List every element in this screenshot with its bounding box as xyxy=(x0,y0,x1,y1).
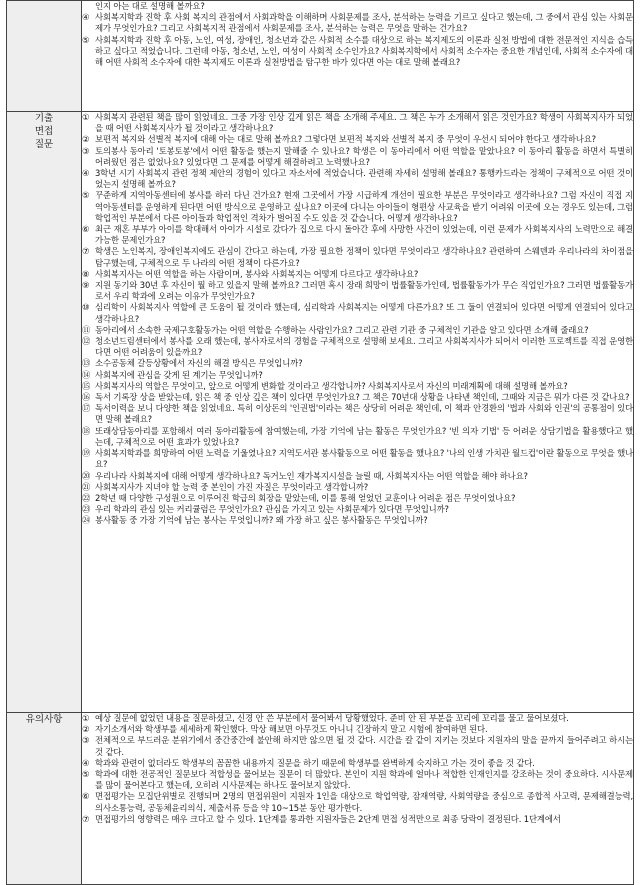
item-text: 면접평가는 모집단위별로 진행되며 2명의 면접위원이 지원자 1인을 대상으로 학업역량, 잠재역량, 사회역량을 중심으로 종합적 사고력, 문제해결능력, 의사소통능력, 공동체윤리의식, 제출서류 등을 약 10~15분 동안 평가한다. xyxy=(95,791,633,813)
item-number: ⑪ xyxy=(82,324,91,335)
item-number: ③ xyxy=(82,735,90,746)
notes-list xyxy=(82,713,633,825)
item-text: 보편적 복지와 선별적 복지에 대해 아는 대로 말해 볼까요? 그렇다면 보편적 복지와 선별적 복지 중 무엇이 우선시 되어야 한다고 생각하나요? xyxy=(95,134,596,145)
item-number: ① xyxy=(82,713,90,723)
list-item xyxy=(82,713,633,724)
item-number: ㉓ xyxy=(82,504,91,515)
item-number: ⑥ xyxy=(82,224,90,235)
list-item xyxy=(82,112,633,134)
list-item xyxy=(82,426,633,448)
item-text: 소수공동체 갈등상황에서 자신의 해결 방식은 무엇입니까? xyxy=(95,358,303,369)
item-text: 동아리에서 소속한 국제구호활동가는 어떤 역할을 수행하는 사람인가요? 그리고 관련 기관 중 구체적인 기관을 알고 있다면 소개해 줄래요? xyxy=(95,324,589,335)
interview-table xyxy=(6,0,634,885)
item-number: ⑰ xyxy=(82,403,91,414)
item-text: 예상 질문에 없었던 내용을 질문하셨고, 신경 안 쓴 부분에서 물어봐서 당황했었다. 준비 안 된 부분을 꼬리에 꼬리를 물고 물어보셨다. xyxy=(95,713,569,723)
section-label-notes: 유의사항 xyxy=(7,713,82,885)
list-item xyxy=(82,482,633,493)
section-label-interview xyxy=(7,112,82,713)
list-item xyxy=(82,724,633,735)
item-text: 사회복지학과 진학 후 아동, 노인, 여성, 장애인, 청소년과 같은 사회적 소수를 대상으로 하는 복지제도의 이론과 실천 방법에 대한 전문적인 지식을 습득하고 싶다고 적었습니다. 그런데 아동, 청소년, 노인, 여성이 사회적 소수인가요? 사회복지학에서 사회적 소수자는 중요한 개념인데, 사회적 소수자에 대해 어떤 사회적 소수자에 대한 복지제도 이론과 실천방법을 탐구한 바가 있다면 아는 대로 말해 볼래요? xyxy=(95,34,633,68)
item-number xyxy=(82,1,95,12)
item-number: ⑲ xyxy=(82,448,91,459)
list-item xyxy=(82,493,633,504)
label-line: 기출 xyxy=(34,113,54,124)
item-text: 우리 학과의 관심 있는 커리큘럼은 무엇인가요? 관심을 가지고 있는 사회문제가 있다면 무엇입니까? xyxy=(95,504,449,515)
item-number: ④ xyxy=(82,757,90,768)
item-text: 청소년드림센터에서 봉사를 오래 했는데, 봉사자로서의 경험을 구체적으로 설명해 보세요. 그리고 사회복지사가 되어서 이러한 프로젝트를 직접 운영한다면 어떤 어려움이 있을까요? xyxy=(95,336,633,358)
list-item xyxy=(82,814,633,825)
list-item xyxy=(82,280,633,302)
item-number: ⑫ xyxy=(82,336,91,347)
item-text: 사회복지학과를 희망하여 어떤 노력을 기울였나요? 지역도서관 봉사활동으로 어떤 활동을 했나요? '나의 인생 가치관 월드컵'이란 활동으로 무엇을 했나요? xyxy=(95,448,633,470)
item-number: ③ xyxy=(82,145,90,156)
item-text: 사회복지사가 지녀야 할 능력 중 본인이 가진 자질은 무엇이라고 생각합니까? xyxy=(95,481,369,492)
question-list-top xyxy=(82,1,633,68)
item-number: ⑨ xyxy=(82,280,90,291)
list-item xyxy=(82,246,633,268)
item-text: 면접평가의 영향력은 매우 크다고 할 수 있다. 1단계를 통과한 지원자들은 2단계 면접 성적만으로 최종 당락이 결정된다. 1단계에서 xyxy=(95,813,561,824)
list-item xyxy=(82,35,633,69)
item-text: 인지 아는 대로 설명해 볼까요? xyxy=(95,1,205,11)
list-item xyxy=(82,504,633,515)
item-number: ④ xyxy=(82,12,90,23)
item-number: ⑳ xyxy=(82,470,91,481)
item-text: 전체적으로 부드러운 분위기에서 중간중간에 불안해 하지만 않으면 될 것 같다. 시간을 칼 같이 지키는 것보다 지원자의 말을 끝까지 들어주려고 하시는 것 같다. xyxy=(95,735,633,757)
item-text: 독서이력을 보니 다양한 책을 읽었네요. 특히 이상돈의 '인권법'이라는 책은 상당히 어려운 책인데, 이 책과 안경환의 '법과 사회와 인권'의 공통점이 있다면 말해 볼래요? xyxy=(95,403,633,425)
item-number: ⑤ xyxy=(82,769,90,780)
item-text: 3학년 시기 사회복지 관련 정책 제안의 경험이 있다고 자소서에 적었습니다. 관련해 자세히 설명해 볼래요? 통행카드라는 정책이 구체적으로 어떤 것이었는지 설명해 볼까요? xyxy=(95,168,633,190)
item-text: 사회복지사는 어떤 역할을 하는 사람이며, 봉사와 사회복지는 어떻게 다르다고 생각하나요? xyxy=(95,268,419,279)
item-text: 최근 재혼 부부가 아이를 학대해서 아이가 시설로 갔다가 집으로 다시 돌아간 후에 사망한 사건이 있었는데, 이런 문제가 사회복지사의 노력만으로 해결 가능한 문제인가요? xyxy=(95,224,633,246)
item-text: 학생은 노인복지, 장애인복지에도 관심이 간다고 하는데, 가장 필요한 정책이 있다면 무엇이라고 생각하나요? 관련하여 스웨덴과 우리나라의 차이점을 탐구했는데, 구체적으로 두 나라의 어떤 정책이 다른가요? xyxy=(95,246,633,268)
section-body-notes xyxy=(82,713,634,885)
item-number: ㉒ xyxy=(82,492,91,503)
list-item xyxy=(82,134,633,145)
item-text: 꾸준하게 지역아동센터에 봉사를 하러 다닌 건가요? 현재 그곳에서 가장 시급하게 개선이 필요한 부분은 무엇이라고 생각하나요? 그럼 자신이 직접 지역아동센터를 운영하게 된다면 어떤 방식으로 운영하고 싶나요? 이곳에 다니는 아이들이 형편상 사교육을 받기 어려워 이곳에 오는 경우도 있는데, 그럼 학업적인 부분에서 다른 아이들과 학업적인 격차가 벌어질 수도 있을 것 같습니다. 어떻게 생각하나요? xyxy=(95,190,633,223)
item-number: ⑥ xyxy=(82,791,90,802)
label-line: 질문 xyxy=(34,139,54,150)
list-item xyxy=(82,1,633,12)
item-text: 심리학이 사회복지사 역할에 큰 도움이 될 것이라 했는데, 심리학과 사회복지는 어떻게 다른가요? 또 그 둘이 연결되어 있다면 어떻게 연결되어 있다고 생각하나요? xyxy=(95,302,633,324)
list-item xyxy=(82,190,633,224)
item-number: ㉑ xyxy=(82,481,91,492)
list-item xyxy=(82,769,633,791)
section-body-top xyxy=(82,1,634,112)
list-item xyxy=(82,758,633,769)
label-line: 면접 xyxy=(34,126,54,137)
item-number: ⑤ xyxy=(82,190,90,201)
list-item xyxy=(82,735,633,757)
item-text: 학과에 대한 전공적인 질문보다 적합성을 물어보는 질문이 더 많았다. 본인이 지원 학과에 얼마나 적합한 인재인지를 강조하는 것이 중요하다. 시사문제를 많이 물어본다고 했는데, 오히려 시사문제는 하나도 물어보지 않았다. xyxy=(95,769,633,791)
list-item xyxy=(82,302,633,324)
item-text: 2학년 때 다양한 구성원으로 이루어진 학급의 회장을 맡았는데, 이를 통해 얻었던 교훈이나 어려운 점은 무엇이었나요? xyxy=(95,492,516,503)
item-text: 사회복지 관련된 책을 많이 읽었네요. 그중 가장 인상 깊게 읽은 책을 소개해 주세요. 그 책은 누가 소개해서 읽은 것인가요? 학생이 사회복지사가 되었을 때 어떤 사회복지사가 될 것이라고 생각하나요? xyxy=(95,112,633,134)
list-item xyxy=(82,325,633,336)
item-text: 사회복지에 관심을 갖게 된 계기는 무엇입니까? xyxy=(95,369,263,380)
list-item xyxy=(82,336,633,358)
item-text: 사회복지학과 진학 후 사회 복지의 관점에서 사회과학을 이해하며 사회문제를 조사, 분석하는 능력을 기르고 싶다고 했는데, 그 중에서 관심 있는 사회문제가 무엇인가요? 그리고 사회복지적 관점에서 사회문제를 조사, 분석하는 능력은 무엇을 말하는 건가요? xyxy=(95,12,633,34)
list-item xyxy=(82,448,633,470)
item-number: ① xyxy=(82,112,90,122)
section-row-interview xyxy=(7,112,634,713)
item-text: 독서 기록장 상을 받았는데, 읽은 책 중 인상 깊은 책이 있다면 무엇인가요? 그 책은 70년대 상황을 나타낸 책인데, 그때와 지금은 뭐가 다른 것 같나요? xyxy=(95,392,630,403)
list-item xyxy=(82,471,633,482)
question-list-interview xyxy=(82,112,633,527)
list-item xyxy=(82,269,633,280)
section-row-notes xyxy=(7,713,634,885)
section-label-top xyxy=(7,1,82,112)
item-number: ④ xyxy=(82,168,90,179)
list-item xyxy=(82,168,633,190)
list-item xyxy=(82,224,633,246)
item-number: ⑭ xyxy=(82,369,91,380)
item-number: ⑬ xyxy=(82,358,91,369)
item-text: 우리나라 사회복지에 대해 어떻게 생각하나요? 독거노인 재가복지시설을 늘릴 때, 사회복지사는 어떤 역할을 해야 하나요? xyxy=(95,470,528,481)
list-item xyxy=(82,358,633,369)
item-number: ⑦ xyxy=(82,813,90,824)
item-number: ⑤ xyxy=(82,34,90,45)
item-number: ⑧ xyxy=(82,268,90,279)
item-number: ② xyxy=(82,724,90,735)
item-text: 또래상담동아리를 포함해서 여러 동아리활동에 참여했는데, 가장 기억에 남는 활동은 무엇인가요? '빈 의자 기법' 등 어려운 상담기법을 활용했다고 했는데, 구체적으로 어떤 효과가 있었나요? xyxy=(95,425,633,447)
item-number: ⑦ xyxy=(82,246,90,257)
item-text: 사회복지사의 역할은 무엇이고, 앞으로 어떻게 변화할 것이라고 생각합니까? 사회복지사로서 자신의 미래계획에 대해 설명해 볼까요? xyxy=(95,380,568,391)
list-item xyxy=(82,791,633,813)
list-item xyxy=(82,146,633,168)
item-number: ⑮ xyxy=(82,380,91,391)
item-number: ② xyxy=(82,134,90,145)
item-text: 자기소개서와 학생부를 세세하게 확인했다. 막상 해보면 아무것도 아니니 긴장하지 말고 시험에 참여하면 된다. xyxy=(95,724,488,735)
item-text: 봉사활동 중 가장 기억에 남는 봉사는 무엇입니까? 왜 가장 하고 싶은 봉사활동은 무엇입니까? xyxy=(95,515,428,526)
item-text: 토의봉사 동아리 '토봉토봉'에서 어떤 활동을 했는지 말해줄 수 있나요? 학생은 이 동아리에서 어떤 역할을 맡았나요? 이 동아리 활동을 하면서 특별히 어려웠던 점은 없었나요? 있었다면 그 문제를 어떻게 해결하려고 노력했나요? xyxy=(95,145,633,167)
list-item xyxy=(82,392,633,403)
item-text: 학과와 관련이 없더라도 학생부의 꼼꼼한 내용까지 질문을 하기 때문에 학생부를 완벽하게 숙지하고 가는 것이 좋을 것 같다. xyxy=(95,757,535,768)
list-item xyxy=(82,515,633,526)
item-number: ⑱ xyxy=(82,425,91,436)
list-item xyxy=(82,381,633,392)
list-item xyxy=(82,403,633,425)
list-item xyxy=(82,370,633,381)
item-number: ㉔ xyxy=(82,515,91,526)
item-text: 지원 동기와 30년 후 자신이 뭘 하고 있을지 말해 볼까요? 그러면 혹시 장래 희망이 법률활동가인데, 법률활동가가 무슨 직업인가요? 그러면 법률활동가로서 우리 학과에 오려는 이유가 무엇인가요? xyxy=(95,280,633,302)
section-row-top xyxy=(7,1,634,112)
list-item xyxy=(82,12,633,34)
item-number: ⑯ xyxy=(82,392,91,403)
item-number: ⑩ xyxy=(82,302,90,313)
section-body-interview xyxy=(82,112,634,713)
